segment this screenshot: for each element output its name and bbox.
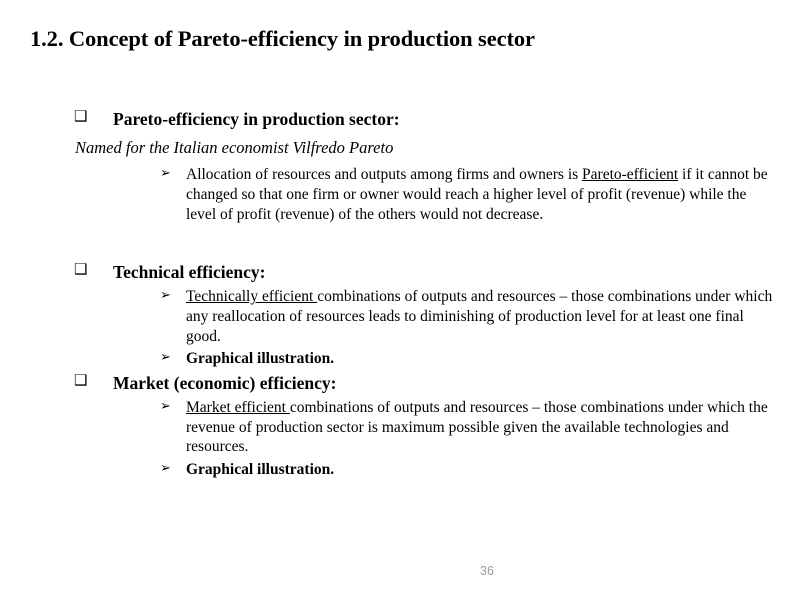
spacer (0, 224, 800, 261)
slide-body (0, 108, 800, 480)
underlined-term-pareto-efficient: Pareto-efficient (582, 166, 679, 184)
section-heading-technical-efficiency (0, 261, 800, 284)
bullet-text-after: Graphical illustration. (186, 350, 335, 368)
section-heading-label: Market (economic) efficiency: (113, 373, 337, 394)
section-heading-label: Pareto-efficiency in production sector: (113, 109, 400, 129)
attribution-line-vilfredo-pareto: Named for the Italian economist Vilfredo Pareto (75, 137, 394, 157)
bullet-point-graphical-illustration-technical (0, 349, 800, 369)
arrow-bullet-icon: ➢ (160, 350, 171, 366)
square-bullet-icon: ❑ (74, 109, 88, 125)
spacer (0, 158, 800, 165)
bullet-point-market-efficient (0, 398, 800, 457)
section-heading-pareto-efficiency (0, 108, 800, 131)
page-title: 1.2. Concept of Pareto-efficiency in production sector (30, 26, 535, 51)
section-heading-label: Technical efficiency: (113, 262, 266, 283)
arrow-bullet-icon: ➢ (160, 461, 171, 477)
page-number: 36 (480, 564, 494, 578)
square-bullet-icon: ❑ (74, 262, 88, 279)
square-bullet-icon: ❑ (74, 373, 88, 390)
bullet-text-after: combinations of outputs and resources – those combinations under which any reallocation of resources leads to diminishing of production level for at least one final good. (186, 288, 773, 345)
bullet-text-before-underline: Allocation of resources and outputs among firms and owners is (186, 166, 583, 184)
underlined-term-market-efficient: Market efficient (186, 398, 290, 416)
arrow-bullet-icon: ➢ (160, 166, 171, 182)
bullet-text-after: Graphical illustration. (186, 461, 335, 479)
bullet-point-graphical-illustration-market (0, 460, 800, 480)
section-heading-market-efficiency (0, 372, 800, 395)
bullet-point-pareto-definition (0, 165, 800, 224)
underlined-term-technically-efficient: Technically efficient (186, 288, 318, 306)
bullet-text-after: combinations of outputs and resources – those combinations under which the revenue of production sector is maximum possible given the available technologies and resources. (186, 398, 768, 456)
arrow-bullet-icon: ➢ (160, 288, 171, 304)
bullet-point-technically-efficient (0, 287, 800, 346)
bullet-text-after: if it cannot be changed so that one firm or owner would reach a higher level of profit (revenue) while the level of profit (revenue) of the others would not decrease. (186, 166, 768, 223)
arrow-bullet-icon: ➢ (160, 398, 171, 414)
